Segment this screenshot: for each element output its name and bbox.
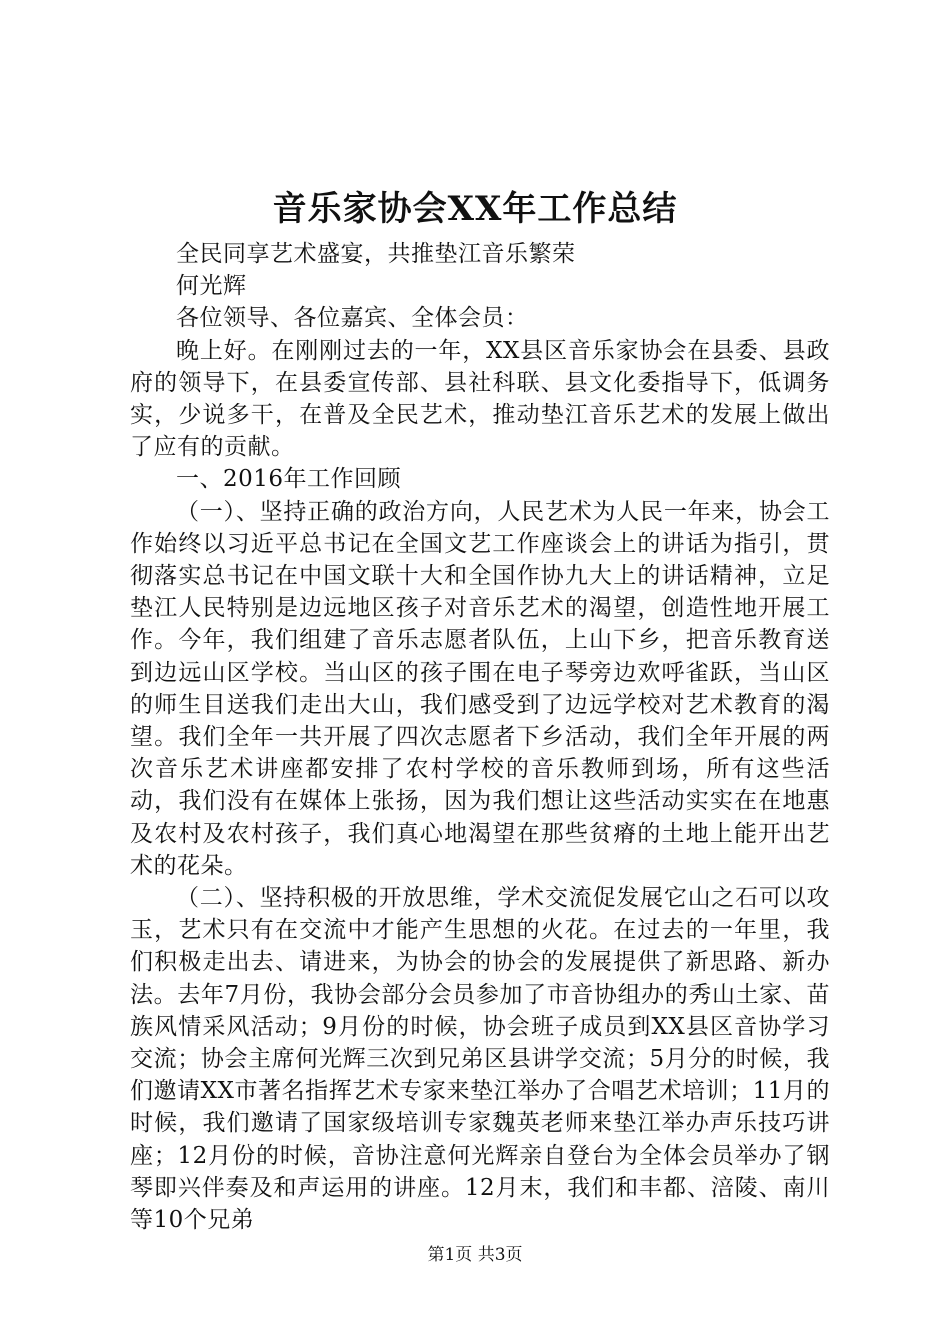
salutation: 各位领导、各位嘉宾、全体会员：	[176, 305, 529, 332]
paragraph: 晚上好。在刚刚过去的一年，XX县区音乐家协会在县委、县政府的领导下，在县委宣传部、县社科联、县文化委指导下，低调务实，少说多干，在普及全民艺术，推动垫江音乐艺术的发展上做出了应有的贡献。	[130, 337, 830, 461]
section-heading: 一、2016年工作回顾	[176, 466, 402, 493]
document-title: 音乐家协会XX年工作总结	[272, 189, 678, 229]
paragraph: （二）、坚持积极的开放思维，学术交流促发展它山之石可以攻玉，艺术只有在交流中才能产生思想的火花。在过去的一年里，我们积极走出去、请进来，为协会的协会的发展提供了新思路、新办法。去年7月份，我协会部分会员参加了市音协组办的秀山土家、苗族风情采风活动；9月份的时候，协会班子成员到XX县区音协学习交流；协会主席何光辉三次到兄弟区县讲学交流；5月分的时候，我们邀请XX市著名指挥艺术专家来垫江举办了合唱艺术培训；11月的时候，我们邀请了国家级培训专家魏英老师来垫江举办声乐技巧讲座；12月份的时候，音协注意何光辉亲自登台为全体会员举办了钢琴即兴伴奏及和声运用的讲座。12月末，我们和丰都、涪陵、南川等10个兄弟	[130, 885, 830, 1234]
paragraph: （一）、坚持正确的政治方向，人民艺术为人民一年来，协会工作始终以习近平总书记在全国文艺工作座谈会上的讲话为指引，贯彻落实总书记在中国文联十大和全国作协九大上的讲话精神，立足垫江人民特别是边远地区孩子对音乐艺术的渴望，创造性地开展工作。今年，我们组建了音乐志愿者队伍，上山下乡，把音乐教育送到边远山区学校。当山区的孩子围在电子琴旁边欢呼雀跃，当山区的师生目送我们走出大山，我们感受到了边远学校对艺术教育的渴望。我们全年一共开展了四次志愿者下乡活动，我们全年开展的两次音乐艺术讲座都安排了农村学校的音乐教师到场，所有这些活动，我们没有在媒体上张扬，因为我们想让这些活动实实在在地惠及农村及农村孩子，我们真心地渴望在那些贫瘠的土地上能开出艺术的花朵。	[130, 498, 830, 879]
document-body	[130, 238, 830, 1236]
subtitle: 全民同享艺术盛宴，共推垫江音乐繁荣	[176, 241, 576, 267]
page-footer: 第1页 共3页	[427, 1245, 523, 1265]
author: 何光辉	[176, 273, 247, 300]
